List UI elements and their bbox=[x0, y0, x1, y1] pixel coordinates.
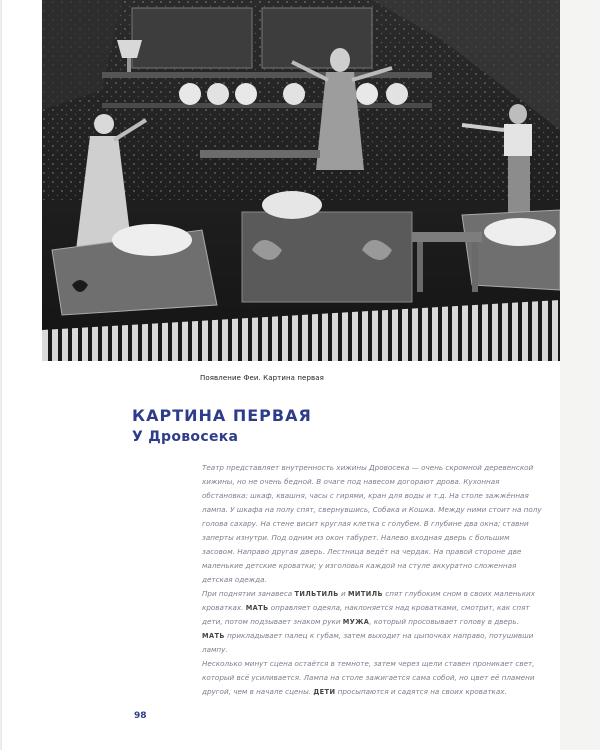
theatre-stage-photo-icon bbox=[42, 0, 560, 361]
text-span: При поднятии занавеса bbox=[202, 589, 295, 598]
chapter-title: КАРТИНА ПЕРВАЯ bbox=[132, 406, 312, 425]
text-span: , который просовывает голову в дверь. bbox=[369, 617, 519, 626]
text-span: спят глубоким сном в своих маленьких кроватках. bbox=[202, 589, 535, 612]
book-page bbox=[2, 0, 560, 750]
text-span: оправляет одеяла, наклоняется над кроватками, смотрит, как спят дети, потом подзывает знаком руки bbox=[202, 603, 530, 626]
text-span: Несколько минут сцена остаётся в темноте, затем через щели ставен проникает свет, который всё усиливается. Лампа на столе зажигается сама собой, но цвет её пламени другой, чем в начале сцены. bbox=[202, 659, 535, 696]
background-edge bbox=[560, 0, 600, 750]
paragraph-1: Театр представляет внутренность хижины Дровосека — очень скромной деревенской хижины, но не очень бедной. В очаге под навесом догорают дрова. Кухонная обстановка: шкаф, квашня, часы с гирями, кран для воды и т.д. На столе зажжённая лампа. У шкафа на полу спят, свернувшись, Собака и Кошка. Между ними стоит на полу голова сахару. На стене висит круглая клетка с голубем. В глубине два окна; ставни заперты изнутри. Под одним из окон табурет. Налево входная дверь с большим засовом. Направо другая дверь. Лестница ведёт на чердак. На правой стороне две маленькие детские кроватки; у изголовья каждой на стуле аккуратно сложенная детская одежда. bbox=[202, 463, 542, 584]
character-name: ТИЛЬТИЛЬ bbox=[294, 590, 339, 598]
character-name: МУЖА bbox=[342, 618, 370, 626]
stage-photo bbox=[42, 0, 560, 361]
paragraph-3 bbox=[202, 657, 542, 699]
chapter-subtitle: У Дровосека bbox=[132, 429, 239, 445]
photo-caption: Появление Феи. Картина первая bbox=[200, 374, 324, 382]
character-name: МИТИЛЬ bbox=[347, 590, 383, 598]
text-span: и bbox=[338, 589, 348, 598]
character-name: МАТЬ bbox=[202, 632, 225, 640]
body-text bbox=[202, 461, 542, 699]
character-name: ДЕТИ bbox=[313, 688, 336, 696]
text-span: прикладывает палец к губам, затем выходит на цыпочках направо, потушивши лампу. bbox=[202, 631, 534, 654]
character-name: МАТЬ bbox=[245, 604, 269, 612]
paragraph-2 bbox=[202, 587, 542, 657]
text-span: просыпаются и садятся на своих кроватках. bbox=[335, 687, 507, 696]
page-number: 98 bbox=[134, 711, 147, 721]
